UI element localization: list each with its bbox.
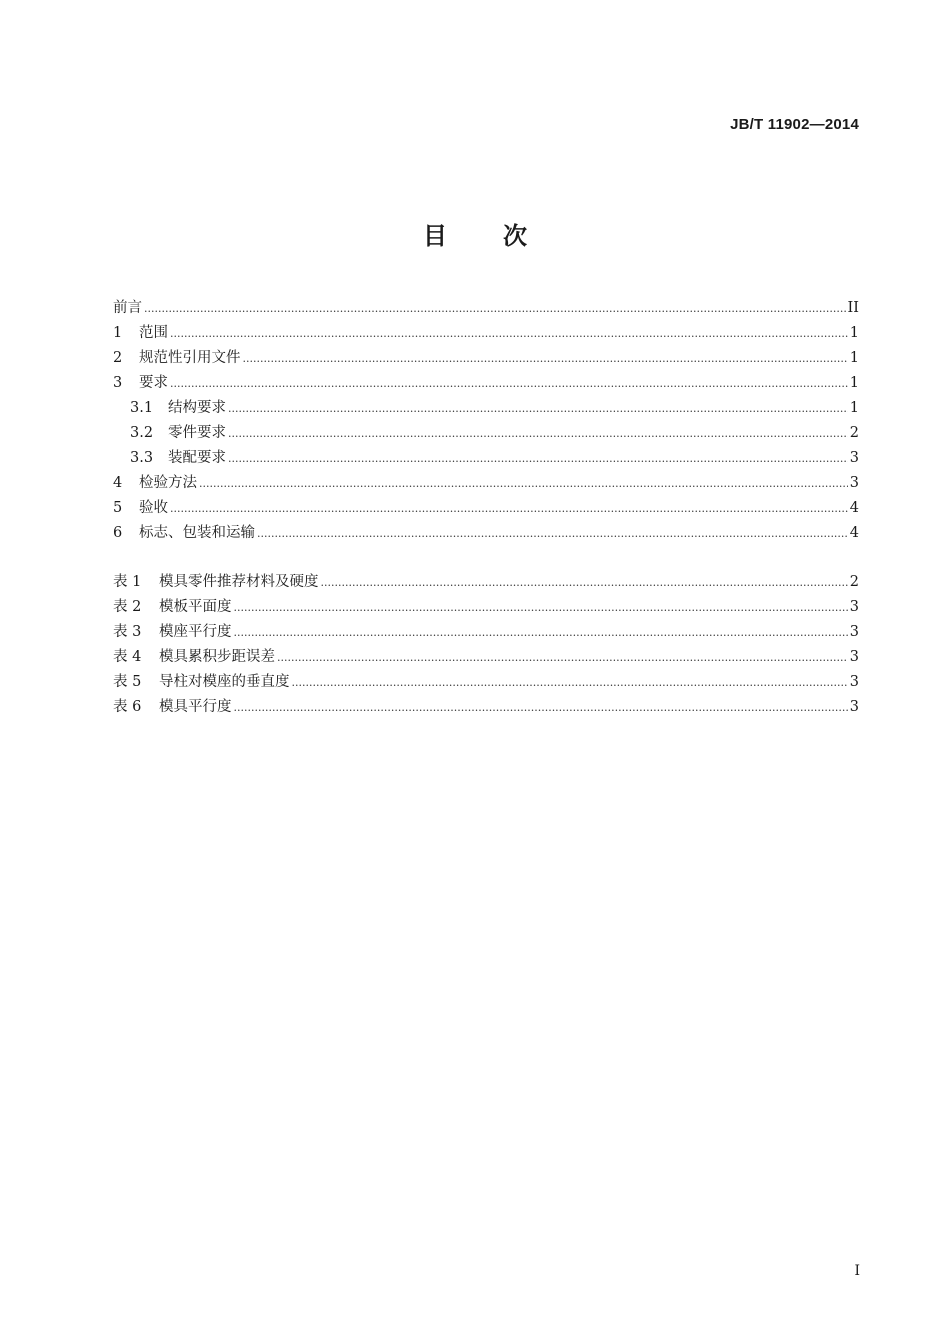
toc-entry-page: 3 bbox=[849, 450, 859, 466]
toc-entry-5[interactable] bbox=[113, 496, 859, 521]
dot-leader bbox=[257, 521, 848, 546]
dot-leader bbox=[199, 471, 848, 496]
toc-table-page: 3 bbox=[849, 624, 859, 640]
title-part-1: 目 bbox=[423, 222, 447, 250]
toc-table-1[interactable] bbox=[113, 570, 859, 595]
toc-entry-page: 1 bbox=[849, 325, 859, 341]
toc-entry-number: 1 bbox=[113, 325, 123, 341]
toc-table-4[interactable] bbox=[113, 645, 859, 670]
toc-table-number: 表 5 bbox=[113, 674, 142, 690]
dot-leader bbox=[170, 371, 848, 396]
toc-entry-label: 装配要求 bbox=[168, 450, 226, 466]
toc-sections-list bbox=[113, 296, 859, 546]
toc-entry-label: 结构要求 bbox=[168, 400, 226, 416]
toc-entry-page: 1 bbox=[849, 375, 859, 391]
toc-entry-page: 4 bbox=[849, 500, 859, 516]
dot-leader bbox=[144, 296, 846, 321]
dot-leader bbox=[292, 670, 848, 695]
toc-entry-3[interactable] bbox=[113, 371, 859, 396]
toc-table-page: 3 bbox=[849, 599, 859, 615]
toc-entry-number: 3 bbox=[113, 375, 123, 391]
dot-leader bbox=[277, 645, 848, 670]
toc-table-number: 表 1 bbox=[113, 574, 142, 590]
toc-entry-number: 2 bbox=[113, 350, 123, 366]
toc-entry-page: 1 bbox=[849, 400, 859, 416]
toc-entry-page: 2 bbox=[849, 425, 859, 441]
toc-table-6[interactable] bbox=[113, 695, 859, 720]
toc-entry-label: 范围 bbox=[139, 325, 168, 341]
toc-entry-3-1[interactable] bbox=[113, 396, 859, 421]
toc-table-label: 模板平面度 bbox=[159, 599, 232, 615]
dot-leader bbox=[170, 496, 848, 521]
dot-leader bbox=[234, 620, 848, 645]
page-number: I bbox=[854, 1263, 860, 1279]
dot-leader bbox=[321, 570, 848, 595]
toc-table-page: 3 bbox=[849, 649, 859, 665]
toc-entry-foreword[interactable] bbox=[113, 296, 859, 321]
toc-table-label: 导柱对模座的垂直度 bbox=[159, 674, 290, 690]
toc-entry-label: 规范性引用文件 bbox=[139, 350, 241, 366]
toc-entry-3-2[interactable] bbox=[113, 421, 859, 446]
toc-table-number: 表 2 bbox=[113, 599, 142, 615]
dot-leader bbox=[234, 695, 848, 720]
toc-table-label: 模具平行度 bbox=[159, 699, 232, 715]
title-part-2: 次 bbox=[503, 222, 527, 250]
toc-entry-number: 3.3 bbox=[130, 450, 154, 466]
toc-table-number: 表 4 bbox=[113, 649, 142, 665]
toc-entry-page: II bbox=[847, 300, 859, 316]
toc-table-page: 2 bbox=[849, 574, 859, 590]
toc-entry-label: 验收 bbox=[139, 500, 168, 516]
toc-entry-number: 3.1 bbox=[130, 400, 154, 416]
toc-entry-page: 4 bbox=[849, 525, 859, 541]
toc-table-label: 模座平行度 bbox=[159, 624, 232, 640]
toc-table-page: 3 bbox=[849, 674, 859, 690]
toc-entry-1[interactable] bbox=[113, 321, 859, 346]
toc-table-2[interactable] bbox=[113, 595, 859, 620]
toc-table-label: 模具累积步距误差 bbox=[159, 649, 275, 665]
toc-entry-page: 1 bbox=[849, 350, 859, 366]
toc-table-number: 表 3 bbox=[113, 624, 142, 640]
toc-entry-label: 零件要求 bbox=[168, 425, 226, 441]
page-title bbox=[0, 216, 950, 251]
toc-entry-number: 5 bbox=[113, 500, 123, 516]
dot-leader bbox=[170, 321, 848, 346]
toc-table-number: 表 6 bbox=[113, 699, 142, 715]
toc-entry-label: 前言 bbox=[113, 300, 142, 316]
dot-leader bbox=[243, 346, 848, 371]
toc-entry-page: 3 bbox=[849, 475, 859, 491]
standard-number: JB/T 11902—2014 bbox=[730, 116, 859, 133]
dot-leader bbox=[228, 421, 848, 446]
toc-entry-label: 标志、包装和运输 bbox=[139, 525, 255, 541]
dot-leader bbox=[228, 446, 848, 471]
toc-table-5[interactable] bbox=[113, 670, 859, 695]
toc-entry-label: 检验方法 bbox=[139, 475, 197, 491]
toc-entry-4[interactable] bbox=[113, 471, 859, 496]
dot-leader bbox=[228, 396, 848, 421]
toc-table-label: 模具零件推荐材料及硬度 bbox=[159, 574, 319, 590]
toc-entry-6[interactable] bbox=[113, 521, 859, 546]
toc-entry-2[interactable] bbox=[113, 346, 859, 371]
toc-entry-label: 要求 bbox=[139, 375, 168, 391]
toc-entry-3-3[interactable] bbox=[113, 446, 859, 471]
toc-entry-number: 3.2 bbox=[130, 425, 154, 441]
toc-tables-list bbox=[113, 570, 859, 720]
toc-table-3[interactable] bbox=[113, 620, 859, 645]
dot-leader bbox=[234, 595, 848, 620]
toc-table-page: 3 bbox=[849, 699, 859, 715]
toc-entry-number: 4 bbox=[113, 475, 123, 491]
toc-entry-number: 6 bbox=[113, 525, 123, 541]
